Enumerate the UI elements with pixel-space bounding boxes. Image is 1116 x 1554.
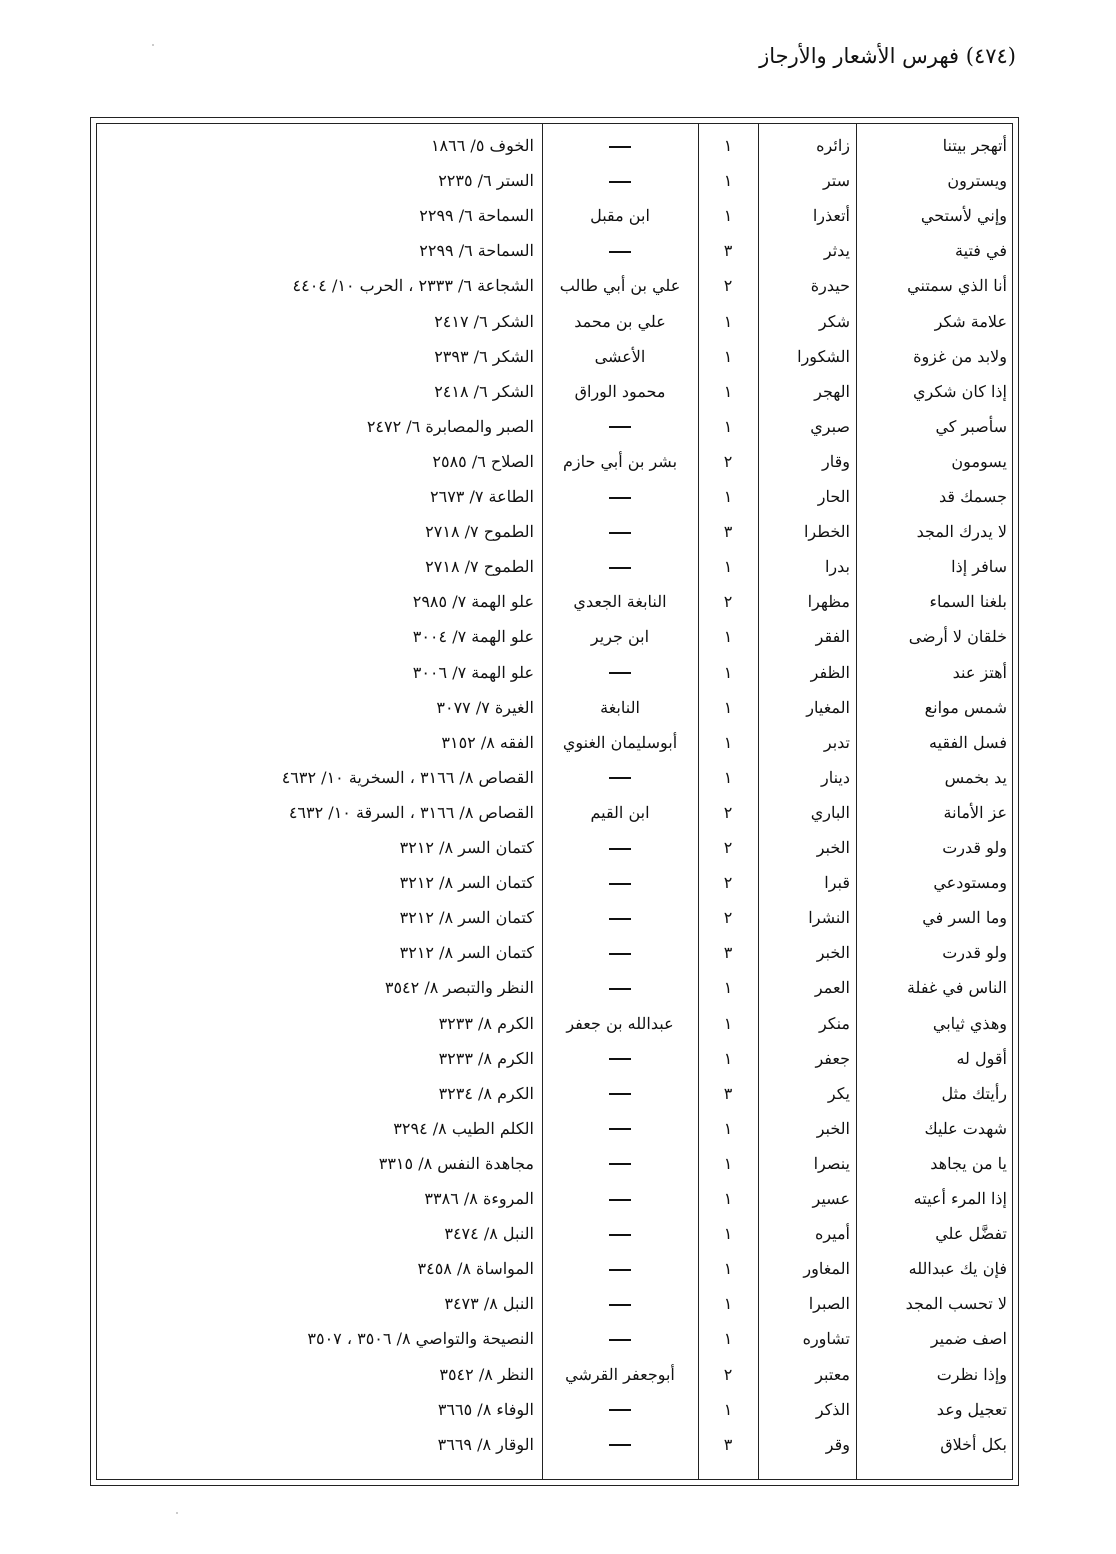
rhyme-word-cell: الفقر <box>815 627 850 647</box>
poet-cell <box>542 935 698 970</box>
rhyme-word-cell: يكر <box>827 1083 850 1103</box>
verse-count-cell: ١ <box>723 206 733 226</box>
first-words-cell: في فتية <box>955 241 1007 261</box>
first-words-cell: يا من يجاهد <box>930 1153 1007 1173</box>
reference-cell: كتمان السر ٨/ ٣٢١٢ <box>399 908 534 928</box>
poet-cell <box>542 1427 698 1462</box>
rhyme-word-cell: الشكورا <box>797 346 850 366</box>
table-row <box>96 514 1013 549</box>
poet-cell <box>542 760 698 795</box>
rhyme-word-cell: دينار <box>820 767 850 787</box>
table-row <box>96 970 1013 1005</box>
verse-count-cell: ١ <box>723 978 733 998</box>
poet-cell <box>542 233 698 268</box>
poet-cell <box>542 1392 698 1427</box>
verse-count-cell: ٢ <box>723 1364 733 1384</box>
first-words-cell: سافر إذا <box>951 557 1007 577</box>
poet-cell <box>542 1111 698 1146</box>
first-words-cell: خلقان لا أرضى <box>908 627 1007 647</box>
rhyme-word-cell: ينصرا <box>813 1153 850 1173</box>
no-poet-dash <box>609 918 631 920</box>
no-poet-dash <box>609 146 631 148</box>
no-poet-dash <box>609 1304 631 1306</box>
no-poet-dash <box>609 1058 631 1060</box>
rhyme-word-cell: جعفر <box>815 1048 850 1068</box>
reference-cell: الشكر ٦/ ٢٤١٨ <box>434 381 534 401</box>
first-words-cell: تفضَّل علي <box>935 1224 1007 1244</box>
poet-cell <box>542 128 698 163</box>
first-words-cell: عز الأمانة <box>943 802 1007 822</box>
first-words-cell: فسل الفقيه <box>928 732 1007 752</box>
rhyme-word-cell: النشرا <box>808 908 850 928</box>
no-poet-dash <box>609 1269 631 1271</box>
rhyme-word-cell: عسير <box>812 1189 850 1208</box>
poet-cell: النابغة <box>600 697 640 717</box>
table-row <box>96 830 1013 865</box>
poet-cell: بشر بن أبي حازم <box>562 451 678 471</box>
no-poet-dash <box>609 181 631 183</box>
rhyme-word-cell: الظفر <box>810 662 850 682</box>
rhyme-word-cell: العمر <box>814 978 850 998</box>
table-row <box>96 760 1013 795</box>
table-row <box>96 619 1013 654</box>
first-words-cell: شهدت عليك <box>924 1118 1007 1138</box>
table-row <box>96 374 1013 409</box>
poet-cell <box>542 970 698 1005</box>
no-poet-dash <box>609 426 631 428</box>
verse-count-cell: ١ <box>723 662 733 682</box>
first-words-cell: أنا الذي سمتني <box>907 276 1007 296</box>
verse-count-cell: ١ <box>723 557 733 577</box>
table-row <box>96 128 1013 163</box>
table-row <box>96 409 1013 444</box>
verse-count-cell: ١ <box>723 697 733 717</box>
first-words-cell: علامة شكر <box>934 311 1007 331</box>
table-row <box>96 163 1013 198</box>
reference-cell: كتمان السر ٨/ ٣٢١٢ <box>399 943 534 963</box>
table-row <box>96 1427 1013 1462</box>
verse-count-cell: ١ <box>723 732 733 752</box>
rhyme-word-cell: قبرا <box>824 873 850 893</box>
reference-cell: الطاعة ٧/ ٢٦٧٣ <box>430 487 534 506</box>
reference-cell: النظر والتبصر ٨/ ٣٥٤٢ <box>384 978 534 998</box>
no-poet-dash <box>609 532 631 534</box>
rhyme-word-cell: الخبر <box>816 838 850 857</box>
first-words-cell: أتهجر بيتنا <box>942 136 1007 155</box>
no-poet-dash <box>609 777 631 779</box>
rhyme-word-cell: زائره <box>816 136 850 155</box>
verse-count-cell: ١ <box>723 1048 733 1068</box>
rhyme-word-cell: الخبر <box>816 1118 850 1138</box>
rhyme-word-cell: الهجر <box>814 381 850 401</box>
first-words-cell: سأصبر كي <box>935 416 1007 436</box>
no-poet-dash <box>609 1444 631 1446</box>
poet-cell: ابن القيم <box>590 802 650 822</box>
verse-count-cell: ١ <box>723 1189 733 1208</box>
reference-cell: النبل ٨/ ٣٤٧٤ <box>444 1224 534 1244</box>
table-row <box>96 584 1013 619</box>
table-row <box>96 690 1013 725</box>
verse-count-cell: ١ <box>723 171 733 191</box>
no-poet-dash <box>609 251 631 253</box>
rhyme-word-cell: تشاوره <box>802 1329 850 1349</box>
verse-count-cell: ٢ <box>723 592 733 612</box>
verse-count-cell: ٣ <box>723 522 733 542</box>
table-row <box>96 233 1013 268</box>
reference-cell: المروءة ٨/ ٣٣٨٦ <box>424 1189 534 1208</box>
reference-cell: مجاهدة النفس ٨/ ٣٣١٥ <box>378 1153 534 1173</box>
first-words-cell: إذا المرء أعيته <box>913 1189 1007 1208</box>
verse-count-cell: ٢ <box>723 873 733 893</box>
reference-cell: الكرم ٨/ ٣٢٣٣ <box>438 1048 534 1068</box>
reference-cell: الستر ٦/ ٢٢٣٥ <box>438 171 534 191</box>
no-poet-dash <box>609 1163 631 1165</box>
table-row <box>96 1392 1013 1427</box>
poet-cell <box>542 655 698 690</box>
rhyme-word-cell: وقار <box>822 451 850 471</box>
reference-cell: الطموح ٧/ ٢٧١٨ <box>425 522 534 542</box>
reference-cell: الشكر ٦/ ٢٣٩٣ <box>434 346 534 366</box>
no-poet-dash <box>609 1093 631 1095</box>
verse-count-cell: ٢ <box>723 802 733 822</box>
table-row <box>96 1321 1013 1356</box>
rhyme-word-cell: الخبر <box>816 943 850 963</box>
poet-cell <box>542 163 698 198</box>
reference-cell: الكرم ٨/ ٣٢٣٣ <box>438 1013 534 1033</box>
first-words-cell: اصف ضمير <box>930 1329 1007 1349</box>
table-row <box>96 304 1013 339</box>
rhyme-word-cell: المغيار <box>806 697 850 717</box>
first-words-cell: ولابد من غزوة <box>913 346 1007 366</box>
verse-count-cell: ١ <box>723 1294 733 1314</box>
reference-cell: النبل ٨/ ٣٤٧٣ <box>444 1294 534 1314</box>
no-poet-dash <box>609 567 631 569</box>
table-row <box>96 1216 1013 1251</box>
first-words-cell: وهذي ثيابي <box>932 1013 1007 1033</box>
no-poet-dash <box>609 953 631 955</box>
no-poet-dash <box>609 1339 631 1341</box>
reference-cell: الكلم الطيب ٨/ ٣٢٩٤ <box>393 1118 534 1138</box>
poet-cell <box>542 514 698 549</box>
poet-cell <box>542 549 698 584</box>
poet-cell <box>542 900 698 935</box>
verse-count-cell: ١ <box>723 1329 733 1349</box>
table-row <box>96 1357 1013 1392</box>
no-poet-dash <box>609 1234 631 1236</box>
verse-count-cell: ٢ <box>723 838 733 857</box>
poet-cell: النابغة الجعدي <box>573 592 667 612</box>
reference-cell: الصلاح ٦/ ٢٥٨٥ <box>432 451 534 471</box>
no-poet-dash <box>609 988 631 990</box>
rhyme-word-cell: الصبرا <box>808 1294 850 1314</box>
first-words-cell: وإني لأستحي <box>920 206 1007 226</box>
poet-cell <box>542 409 698 444</box>
table-row <box>96 795 1013 830</box>
first-words-cell: وإذا نظرت <box>936 1364 1007 1384</box>
rhyme-word-cell: الذكر <box>815 1399 850 1419</box>
table-row <box>96 1181 1013 1216</box>
no-poet-dash <box>609 1409 631 1411</box>
first-words-cell: ولو قدرت <box>942 943 1007 963</box>
rhyme-word-cell: صبري <box>810 416 850 436</box>
no-poet-dash <box>609 672 631 674</box>
first-words-cell: وما السر في <box>922 908 1007 928</box>
poet-cell: محمود الوراق <box>574 381 666 401</box>
reference-cell: النظر ٨/ ٣٥٤٢ <box>439 1364 534 1384</box>
no-poet-dash <box>609 883 631 885</box>
rhyme-word-cell: الحار <box>817 487 850 506</box>
rhyme-word-cell: المغاور <box>803 1259 850 1279</box>
verse-count-cell: ١ <box>723 487 733 506</box>
rhyme-word-cell: الخطرا <box>803 522 850 542</box>
poet-cell: علي بن أبي طالب <box>559 276 681 296</box>
rhyme-word-cell: شكر <box>818 311 850 331</box>
table-row <box>96 900 1013 935</box>
table-row <box>96 1111 1013 1146</box>
poet-cell <box>542 1251 698 1286</box>
poet-cell <box>542 1076 698 1111</box>
table-row <box>96 479 1013 514</box>
poet-cell <box>542 1041 698 1076</box>
page-header <box>316 44 1016 84</box>
verse-count-cell: ١ <box>723 1399 733 1419</box>
rhyme-word-cell: يدثر <box>823 241 850 261</box>
reference-cell: الشجاعة ٦/ ٢٣٣٣ ، الحرب ١٠/ ٤٤٠٤ <box>292 276 534 296</box>
reference-cell: علو الهمة ٧/ ٣٠٠٤ <box>412 627 534 647</box>
reference-cell: كتمان السر ٨/ ٣٢١٢ <box>399 873 534 893</box>
reference-cell: الطموح ٧/ ٢٧١٨ <box>425 557 534 577</box>
verse-count-cell: ١ <box>723 627 733 647</box>
first-words-cell: ومستودعي <box>933 873 1007 893</box>
reference-cell: الشكر ٦/ ٢٤١٧ <box>434 311 534 331</box>
reference-cell: الفقه ٨/ ٣١٥٢ <box>441 732 534 752</box>
rhyme-word-cell: أميره <box>814 1224 850 1244</box>
table-row <box>96 1286 1013 1321</box>
reference-cell: كتمان السر ٨/ ٣٢١٢ <box>399 838 534 857</box>
verse-count-cell: ١ <box>723 136 733 155</box>
verse-count-cell: ١ <box>723 1118 733 1138</box>
table-row <box>96 1041 1013 1076</box>
reference-cell: الخوف ٥/ ١٨٦٦ <box>430 136 534 155</box>
verse-count-cell: ١ <box>723 311 733 331</box>
rhyme-word-cell: الباري <box>810 802 850 822</box>
poet-cell <box>542 479 698 514</box>
first-words-cell: ولو قدرت <box>942 838 1007 857</box>
first-words-cell: فإن يك عبدالله <box>908 1259 1007 1279</box>
rhyme-word-cell: منكر <box>818 1013 850 1033</box>
first-words-cell: الناس في غفلة <box>906 978 1007 998</box>
table-row <box>96 444 1013 479</box>
table-row <box>96 865 1013 900</box>
rhyme-word-cell: معتبر <box>815 1364 850 1384</box>
reference-cell: القصاص ٨/ ٣١٦٦ ، السرقة ١٠/ ٤٦٣٢ <box>288 802 534 822</box>
verse-count-cell: ٢ <box>723 451 733 471</box>
poet-cell: ابن مقبل <box>590 206 650 226</box>
reference-cell: الوفاء ٨/ ٣٦٦٥ <box>437 1399 534 1419</box>
poet-cell <box>542 865 698 900</box>
rhyme-word-cell: وقر <box>825 1434 850 1454</box>
verse-count-cell: ١ <box>723 767 733 787</box>
table-row <box>96 655 1013 690</box>
reference-cell: القصاص ٨/ ٣١٦٦ ، السخرية ١٠/ ٤٦٣٢ <box>281 767 534 787</box>
poet-cell: أبوجعفر القرشي <box>565 1364 675 1384</box>
table-row <box>96 935 1013 970</box>
first-words-cell: أهتز عند <box>952 662 1007 682</box>
poet-cell: ابن جرير <box>590 627 650 647</box>
reference-cell: الصبر والمصابرة ٦/ ٢٤٧٢ <box>366 416 534 436</box>
poet-cell <box>542 1181 698 1216</box>
poet-cell: الأعشى <box>594 346 646 366</box>
verse-count-cell: ١ <box>723 1153 733 1173</box>
verse-count-cell: ٢ <box>723 276 733 296</box>
verse-count-cell: ١ <box>723 346 733 366</box>
verse-count-cell: ٢ <box>723 908 733 928</box>
no-poet-dash <box>609 1199 631 1201</box>
first-words-cell: لا يدرك المجد <box>916 522 1007 542</box>
table-row <box>96 1076 1013 1111</box>
reference-cell: علو الهمة ٧/ ٣٠٠٦ <box>412 662 534 682</box>
poet-cell <box>542 1146 698 1181</box>
first-words-cell: جسمك قد <box>938 487 1007 506</box>
first-words-cell: يد بخمس <box>944 767 1007 787</box>
page-title: فهرس الأشعار والأرجاز <box>759 44 960 68</box>
table-row <box>96 1251 1013 1286</box>
table-row <box>96 1006 1013 1041</box>
verse-count-cell: ١ <box>723 381 733 401</box>
first-words-cell: أقول له <box>956 1048 1007 1068</box>
rhyme-word-cell: بدرا <box>824 557 850 577</box>
verse-count-cell: ١ <box>723 416 733 436</box>
verse-count-cell: ٣ <box>723 1434 733 1454</box>
reference-cell: السماحة ٦/ ٢٢٩٩ <box>419 241 534 261</box>
first-words-cell: بلغنا السماء <box>929 592 1007 612</box>
scan-speck <box>176 1512 178 1514</box>
reference-cell: الوقار ٨/ ٣٦٦٩ <box>437 1434 534 1454</box>
first-words-cell: يسومون <box>951 451 1007 471</box>
poet-cell <box>542 1286 698 1321</box>
poet-cell <box>542 1216 698 1251</box>
rhyme-word-cell: أتعذرا <box>812 206 850 226</box>
verse-count-cell: ١ <box>723 1259 733 1279</box>
no-poet-dash <box>609 848 631 850</box>
rhyme-word-cell: مظهرا <box>807 592 850 612</box>
first-words-cell: لا تحسب المجد <box>905 1294 1007 1314</box>
reference-cell: المواساة ٨/ ٣٤٥٨ <box>417 1259 534 1279</box>
first-words-cell: شمس موانع <box>924 697 1007 717</box>
table-row <box>96 339 1013 374</box>
table-row <box>96 1146 1013 1181</box>
verse-count-cell: ٣ <box>723 241 733 261</box>
table-row <box>96 549 1013 584</box>
verse-count-cell: ١ <box>723 1013 733 1033</box>
poet-cell: أبوسليمان الغنوي <box>562 732 678 752</box>
no-poet-dash <box>609 497 631 499</box>
first-words-cell: رأيتك مثل <box>941 1083 1007 1103</box>
first-words-cell: ويسترون <box>947 171 1007 191</box>
table-row <box>96 198 1013 233</box>
poet-cell <box>542 1321 698 1356</box>
reference-cell: الكرم ٨/ ٣٢٣٤ <box>438 1083 534 1103</box>
verse-count-cell: ٣ <box>723 943 733 963</box>
table-row <box>96 725 1013 760</box>
reference-cell: النصيحة والتواصي ٨/ ٣٥٠٦ ، ٣٥٠٧ <box>307 1329 534 1349</box>
rhyme-word-cell: ستر <box>822 171 850 191</box>
reference-cell: السماحة ٦/ ٢٢٩٩ <box>419 206 534 226</box>
poet-cell: عبدالله بن جعفر <box>566 1013 674 1033</box>
table-row <box>96 268 1013 303</box>
reference-cell: الغيرة ٧/ ٣٠٧٧ <box>436 697 534 717</box>
rhyme-word-cell: حيدرة <box>810 276 850 296</box>
first-words-cell: تعجيل وعد <box>936 1399 1007 1419</box>
first-words-cell: بكل أخلاق <box>940 1434 1007 1454</box>
rhyme-word-cell: تدبر <box>823 732 850 752</box>
no-poet-dash <box>609 1128 631 1130</box>
verse-count-cell: ١ <box>723 1224 733 1244</box>
page-number: (٤٧٤) <box>965 44 1016 68</box>
verse-count-cell: ٣ <box>723 1083 733 1103</box>
first-words-cell: إذا كان شكري <box>912 381 1007 401</box>
scan-speck <box>152 44 154 46</box>
poet-cell <box>542 830 698 865</box>
poet-cell: علي بن محمد <box>574 311 666 331</box>
reference-cell: علو الهمة ٧/ ٢٩٨٥ <box>412 592 534 612</box>
